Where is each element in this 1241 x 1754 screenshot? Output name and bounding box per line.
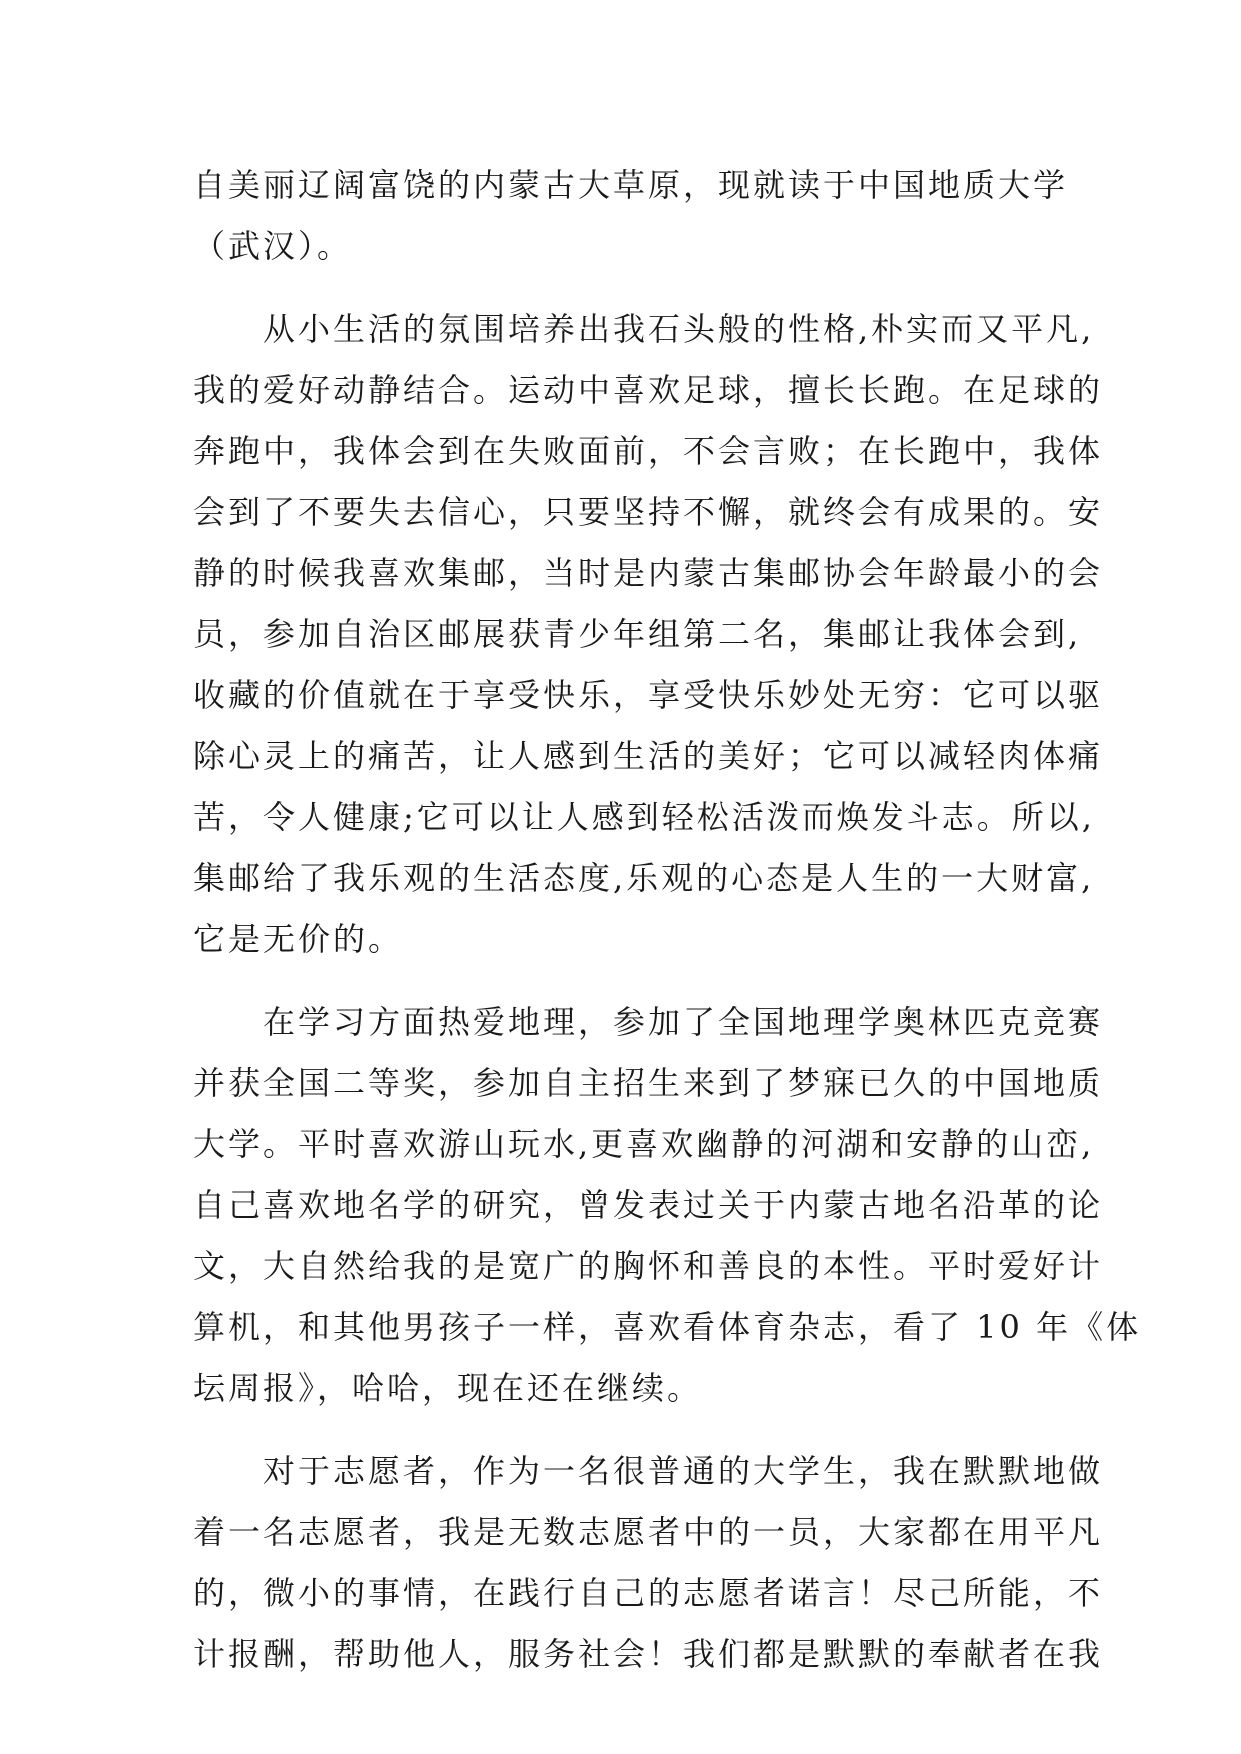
text-line: 会到了不要失去信心，只要坚持不懈，就终会有成果的。安 bbox=[193, 493, 1104, 531]
text-line: 着一名志愿者，我是无数志愿者中的一员，大家都在用平凡 bbox=[193, 1513, 1104, 1551]
text-line: 自美丽辽阔富饶的内蒙古大草原，现就读于中国地质大学 bbox=[193, 166, 1069, 204]
text-line: 它是无价的。 bbox=[193, 920, 404, 958]
paragraph-start-line: 对于志愿者，作为一名很普通的大学生，我在默默地做 bbox=[193, 1452, 1104, 1490]
body-text bbox=[193, 155, 1142, 1685]
text-line: 计报酬，帮助他人，服务社会！我们都是默默的奉献者在我 bbox=[193, 1635, 1104, 1673]
text-line: 员，参加自治区邮展获青少年组第二名，集邮让我体会到, bbox=[193, 615, 1082, 653]
paragraph-start-line: 在学习方面热爱地理，参加了全国地理学奥林匹克竞赛 bbox=[193, 1003, 1104, 1041]
text-line: 除心灵上的痛苦，让人感到生活的美好；它可以减轻肉体痛 bbox=[193, 737, 1104, 775]
text-line: 文，大自然给我的是宽广的胸怀和善良的本性。平时爱好计 bbox=[193, 1247, 1104, 1285]
text-line: 奔跑中，我体会到在失败面前，不会言败；在长跑中，我体 bbox=[193, 432, 1104, 470]
text-line: 静的时候我喜欢集邮，当时是内蒙古集邮协会年龄最小的会 bbox=[193, 554, 1104, 592]
text-line: 收藏的价值就在于享受快乐，享受快乐妙处无穷：它可以驱 bbox=[193, 676, 1104, 714]
text-line: 并获全国二等奖，参加自主招生来到了梦寐已久的中国地质 bbox=[193, 1064, 1104, 1102]
text-line: 大学。平时喜欢游山玩水,更喜欢幽静的河湖和安静的山峦, bbox=[193, 1125, 1095, 1163]
text-line: 我的爱好动静结合。运动中喜欢足球，擅长长跑。在足球的 bbox=[193, 371, 1104, 409]
text-line: 集邮给了我乐观的生活态度,乐观的心态是人生的一大财富, bbox=[193, 859, 1095, 897]
text-line: （武汉）。 bbox=[193, 227, 353, 265]
text-line: 苦，令人健康;它可以让人感到轻松活泼而焕发斗志。所以, bbox=[193, 798, 1095, 836]
text-line: 的，微小的事情，在践行自己的志愿者诺言！尽己所能，不 bbox=[193, 1574, 1104, 1612]
text-line: 算机，和其他男孩子一样，喜欢看体育杂志，看了 10 年《体 bbox=[193, 1308, 1142, 1346]
text-line: 自己喜欢地名学的研究，曾发表过关于内蒙古地名沿革的论 bbox=[193, 1186, 1104, 1224]
text-line: 坛周报》，哈哈，现在还在继续。 bbox=[193, 1369, 703, 1407]
paragraph-start-line: 从小生活的氛围培养出我石头般的性格,朴实而又平凡, bbox=[193, 310, 1095, 348]
